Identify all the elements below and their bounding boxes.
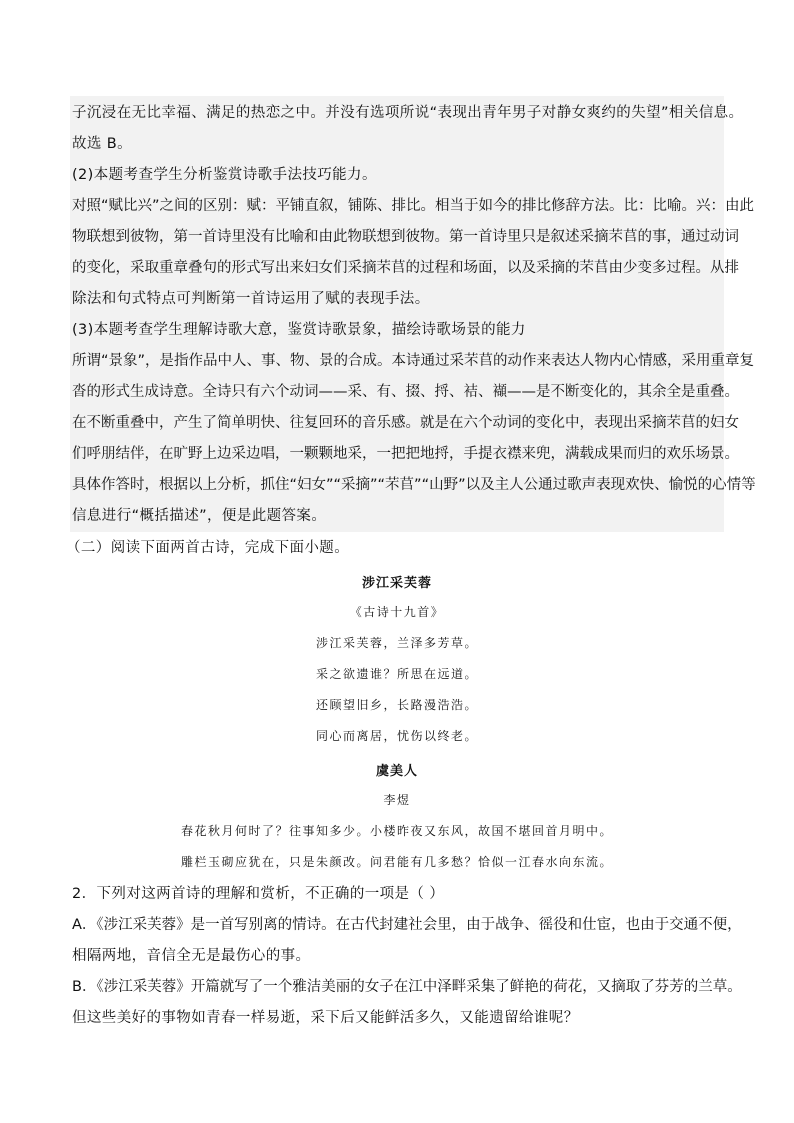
poem1-title: 涉江采芙蓉 [361,576,432,591]
part2-line: 的变化，采取重章叠句的形式写出来妇女们采摘芣苢的过程和场面，以及采摘的芣苢由少变多过程。从排 [72,260,739,276]
part2-line: 物联想到彼物，第一首诗里没有比喻和由此物联想到彼物。第一首诗里只是叙述采摘芣苢的事，通过动词 [72,229,739,245]
poem1-line: 同心而离居，忧伤以终老。 [315,729,478,743]
option-b-line: B．《涉江采芙蓉》开篇就写了一个雅洁美丽的女子在江中泽畔采集了鲜艳的荷花，又摘取了芬芳的兰草。 [72,979,742,995]
part3-line: 信息进行“概括描述”，便是此题答案。 [72,508,327,524]
part3-line: 所谓“景象”，是指作品中人、事、物、景的合成。本诗通过采芣苢的动作来表达人物内心情感，采用重章复 [72,353,755,369]
poem1-subtitle: 《古诗十九首》 [349,605,445,619]
poem1-line: 采之欲遗谁？所思在远道。 [315,667,478,681]
part3-line: 在不断重叠中，产生了简单明快、往复回环的音乐感。就是在六个动词的变化中，表现出采摘芣苢的妇女 [72,415,739,431]
poem2-line: 春花秋月何时了？往事知多少。小楼昨夜又东风，故国不堪回首月明中。 [180,824,613,838]
option-a-line: 相隔两地，音信全无是最伤心的事。 [72,948,311,964]
poem2-title: 虞美人 [375,764,418,779]
answer-choice-line: 故选 B。 [72,136,133,152]
answer-text-line: 子沉浸在无比幸福、满足的热恋之中。并没有选项所说“表现出青年男子对静女爽约的失望”相关信息。 [72,105,744,121]
part3-line: 们呼朋结伴，在旷野上边采边唱，一颗颗地采，一把把地捋，手提衣襟来兜，满载成果而归的欢乐场景。 [72,446,739,462]
part3-line: 具体作答时，根据以上分析，抓住“妇女”“采摘”“芣苢”“山野”以及主人公通过歌声表现欢快、愉悦的心情等 [72,477,756,493]
part3-line: 沓的形式生成诗意。全诗只有六个动词——采、有、掇、捋、袺、襭——是不断变化的，其余全是重叠。 [72,384,739,400]
poem1-line: 还顾望旧乡，长路漫浩浩。 [315,698,478,712]
poem2-line: 雕栏玉砌应犹在，只是朱颜改。问君能有几多愁？恰似一江春水向东流。 [180,855,613,869]
option-a-line: A．《涉江采芙蓉》是一首写别离的情诗。在古代封建社会里，由于战争、徭役和仕宦，也由于交通不便， [72,917,742,933]
poem1-line: 涉江采芙蓉，兰泽多芳草。 [315,636,478,650]
part3-heading: (3)本题考查学生理解诗歌大意，鉴赏诗歌景象，描绘诗歌场景的能力 [72,322,526,338]
part2-line: 对照“赋比兴”之间的区别：赋：平铺直叙，铺陈、排比。相当于如今的排比修辞方法。比：比喻。兴：由此 [72,198,755,214]
section-heading: （二）阅读下面两首古诗，完成下面小题。 [66,540,350,556]
part2-heading: (2)本题考查学生分析鉴赏诗歌手法技巧能力。 [72,167,377,183]
part2-line: 除法和句式特点可判断第一首诗运用了赋的表现手法。 [72,291,430,307]
question-stem: 2．下列对这两首诗的理解和赏析，不正确的一项是（ ） [72,886,445,902]
poem2-author: 李煜 [383,793,411,807]
option-b-line: 但这些美好的事物如青春一样易逝，采下后又能鲜活多久，又能遗留给谁呢？ [72,1010,579,1026]
answer-analysis-block [70,96,756,532]
